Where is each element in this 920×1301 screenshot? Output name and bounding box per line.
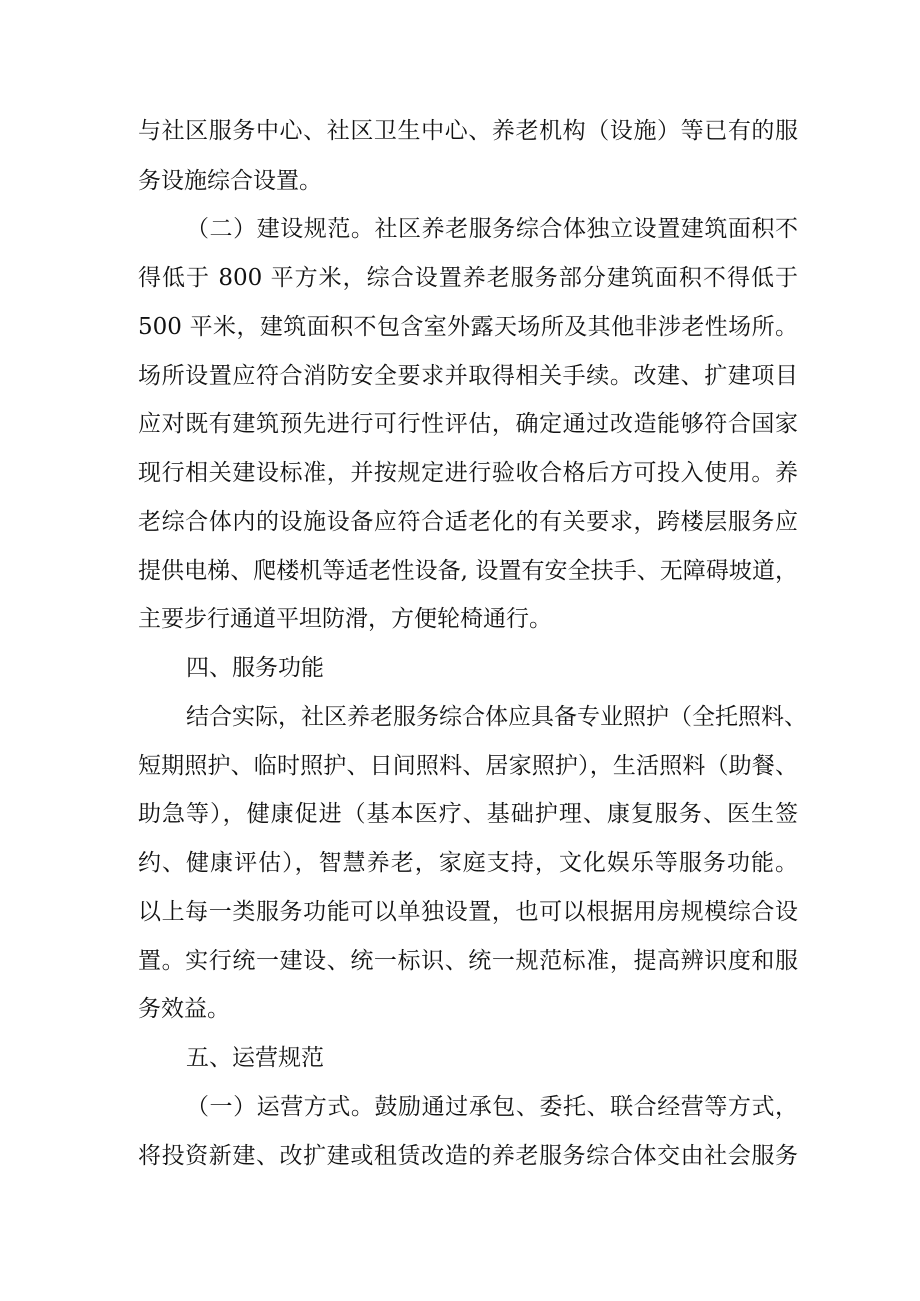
text-line-22: 将投资新建、改扩建或租赁改造的养老服务综合体交由社会服务 xyxy=(138,1143,798,1169)
section-heading-5: 五、运营规范 xyxy=(186,1045,324,1071)
text-line-5: 500 平米，建筑面积不包含室外露天场所及其他非涉老性场所。 xyxy=(138,314,798,340)
text-line-19: 务效益。 xyxy=(138,996,230,1022)
text-line-21: （一）运营方式。鼓励通过承包、委托、联合经营等方式， xyxy=(186,1094,798,1120)
text-line-8: 现行相关建设标准，并按规定进行验收合格后方可投入使用。养 xyxy=(138,460,798,486)
text-line-11: 主要步行通道平坦防滑，方便轮椅通行。 xyxy=(138,606,552,632)
text-line-2: 务设施综合设置。 xyxy=(138,168,322,194)
text-line-1: 与社区服务中心、社区卫生中心、养老机构（设施）等已有的服 xyxy=(138,118,798,144)
text-line-18: 置。实行统一建设、统一标识、统一规范标准，提高辨识度和服 xyxy=(138,948,798,974)
section-heading-4: 四、服务功能 xyxy=(186,655,324,681)
text-line-6: 场所设置应符合消防安全要求并取得相关手续。改建、扩建项目 xyxy=(138,363,798,389)
text-line-16: 约、健康评估），智慧养老，家庭支持，文化娱乐等服务功能。 xyxy=(138,850,798,876)
text-line-9: 老综合体内的设施设备应符合适老化的有关要求，跨楼层服务应 xyxy=(138,509,798,535)
text-line-10: 提供电梯、爬楼机等适老性设备, 设置有安全扶手、无障碍坡道， xyxy=(138,558,798,584)
text-line-3: （二）建设规范。社区养老服务综合体独立设置建筑面积不 xyxy=(186,216,798,242)
text-line-13: 结合实际，社区养老服务综合体应具备专业照护（全托照料、 xyxy=(186,704,807,730)
text-line-7: 应对既有建筑预先进行可行性评估，确定通过改造能够符合国家 xyxy=(138,411,798,437)
text-line-15: 助急等），健康促进（基本医疗、基础护理、康复服务、医生签 xyxy=(138,801,798,827)
text-line-17: 以上每一类服务功能可以单独设置，也可以根据用房规模综合设 xyxy=(138,899,798,925)
text-line-4: 得低于 800 平方米，综合设置养老服务部分建筑面积不得低于 xyxy=(138,265,798,291)
text-line-14: 短期照护、临时照护、日间照料、居家照护），生活照料（助餐、 xyxy=(138,753,798,779)
